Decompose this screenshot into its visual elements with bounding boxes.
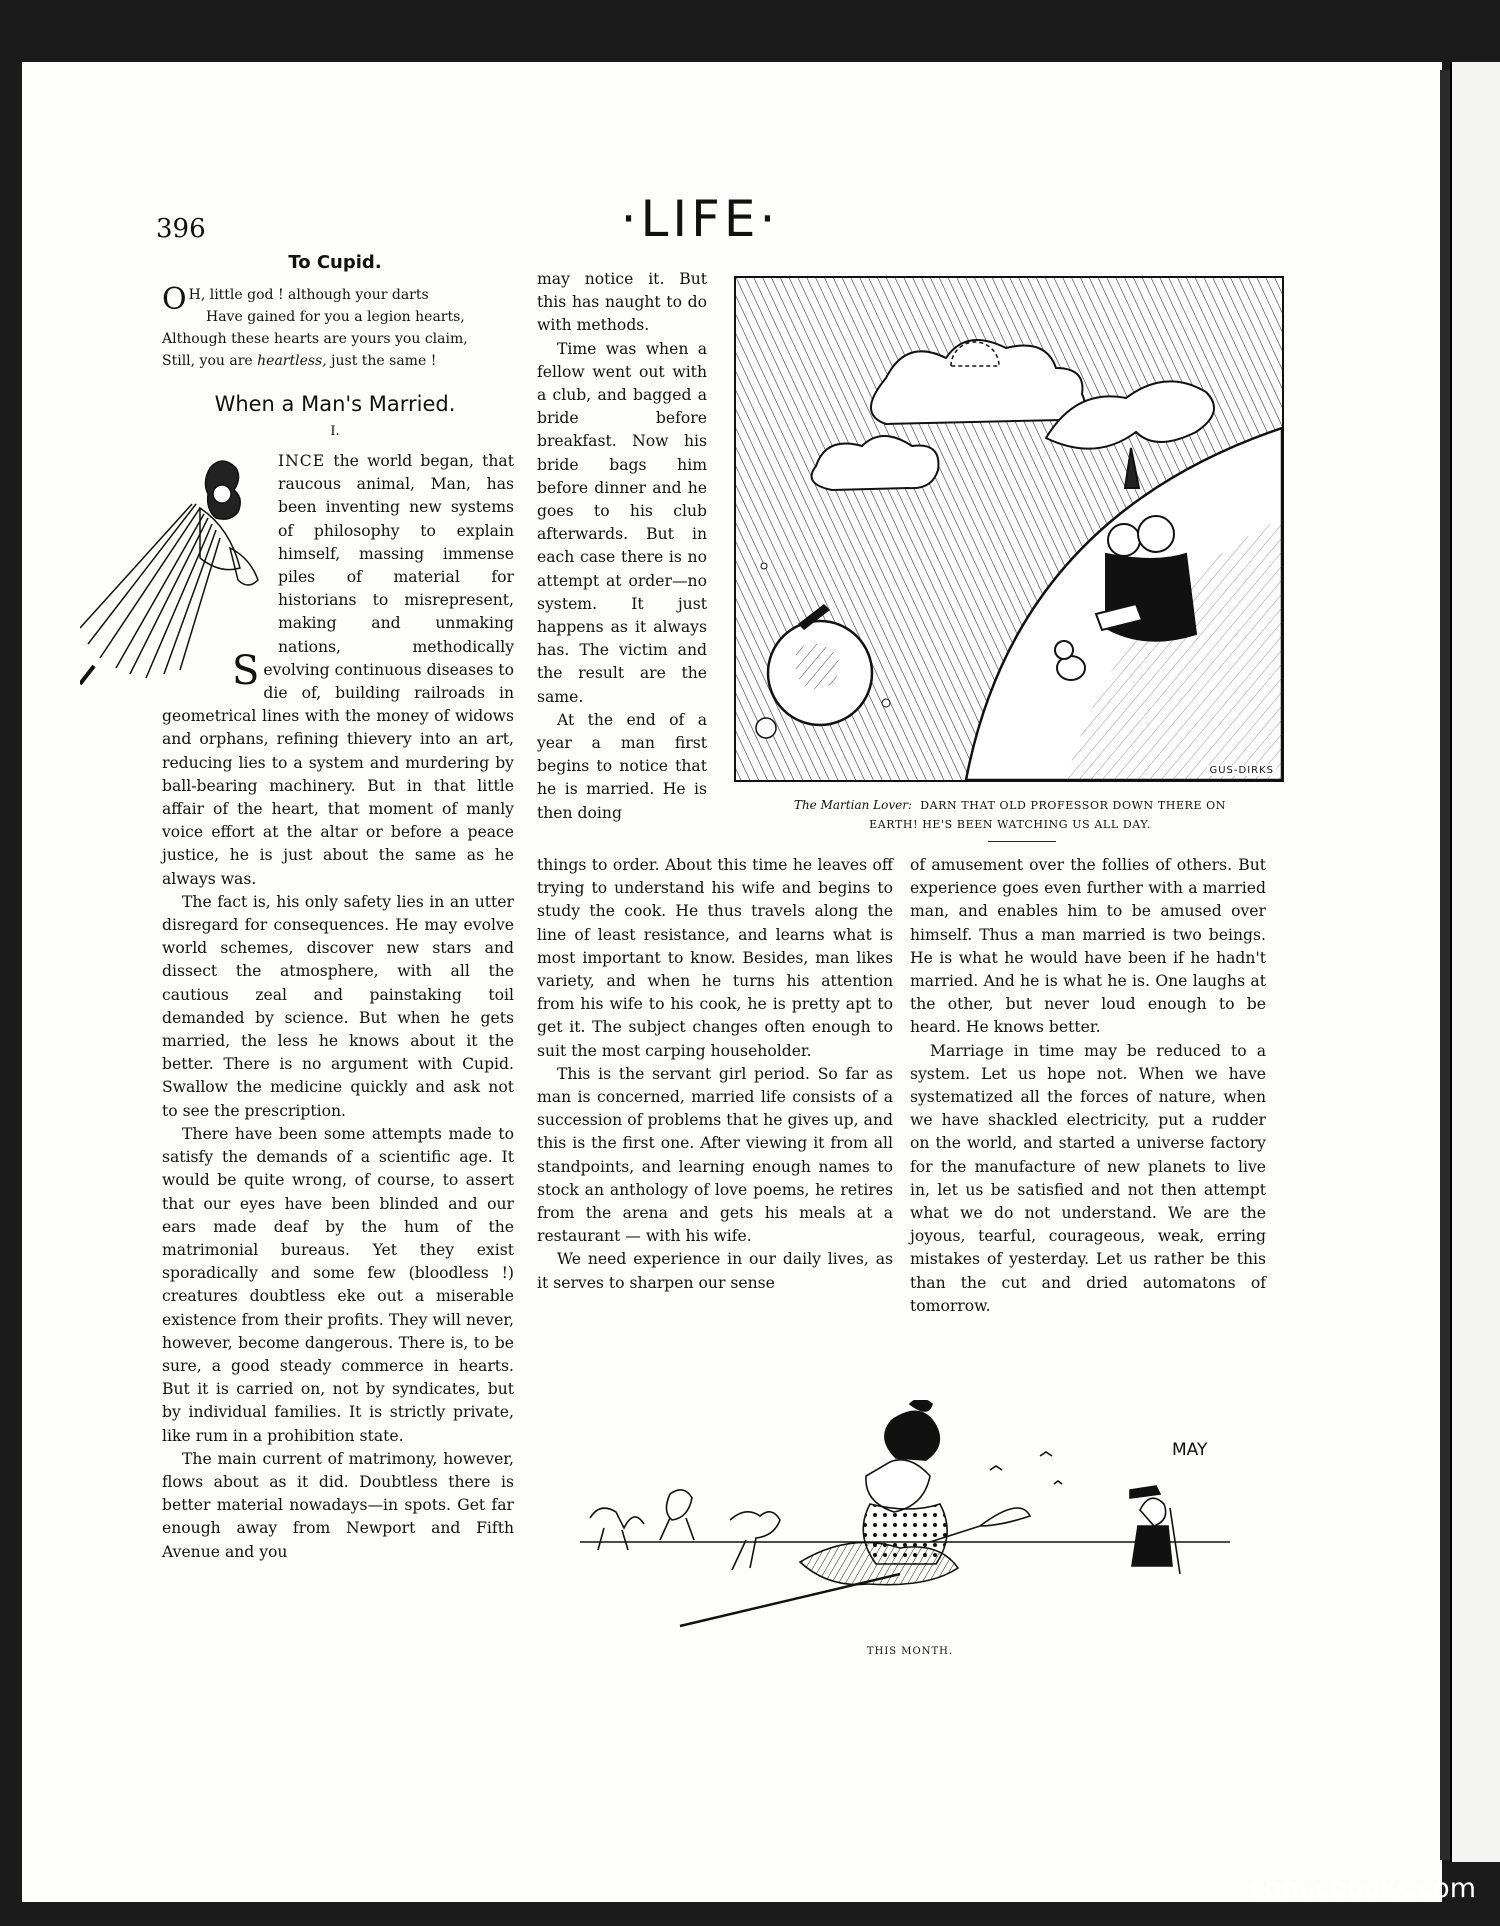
figure-wrap-spacer xyxy=(162,450,278,652)
caption-rule xyxy=(988,841,1056,842)
column-3-body xyxy=(910,854,1266,1318)
section-numeral: I. xyxy=(330,424,340,439)
paragraph: There have been some attempts made to satisfy the demands of a scientific age. It would be quite wrong, of course, to assert that our eyes have been blinded and our ears made deaf by the hum of the matrimonial bureaus. Yet they exist sporadically and some few (bloodless !) creatures doubtless eke out a miserable existence from their profits. They will never, however, become dangerous. There is, to be sure, a good steady commerce in hearts. But it is carried on, not by syndicates, but by individual families. It is strictly private, like rum in a prohibition state. xyxy=(162,1124,514,1445)
paragraph: S INCE the world began, that raucous animal, Man, has been inventing new systems of philosophy to explain himself, massing immense piles of material for historians to misrepresent, making and unmaking nations, methodically evolving continuous diseases to die of, building railroads in geometrical lines with the money of widows and orphans, refining thievery into an art, reducing lies to a system and murdering by ball-bearing machinery. But in that little affair of the heart, that moment of manly voice effort at the altar or before a peace justice, he is just about the same as he always was. xyxy=(162,452,514,888)
martian-lover-cartoon xyxy=(734,276,1284,782)
paragraph: things to order. About this time he leaves off trying to understand his wife and begins to study the cook. He thus travels along the line of least resistance, and learns what is most important to know. Besides, man likes variety, and when he turns his attention from his wife to his cook, he is pretty apt to get it. The subject changes often enough to suit the most carping householder. xyxy=(537,856,893,1060)
poem-line-2: Have gained for you a legion hearts, xyxy=(206,309,465,325)
page-binding-shadow xyxy=(1440,70,1450,1860)
adjacent-page-edge xyxy=(1450,62,1500,1862)
column-2-upper xyxy=(537,268,707,825)
poem-drop-cap: O xyxy=(162,282,187,317)
paragraph: Marriage in time may be reduced to a system. Let us hope not. When we have systematized all the forces of nature, when we have shackled electricity, put a rudder on the world, and started a universe factory for the manufacture of new planets to live in, let us be satisfied and not then attempt what we do not understand. We are the joyous, tearful, courageous, weak, erring mistakes of yesterday. Let us rather be this than the cut and dried automatons of tomorrow. xyxy=(910,1041,1266,1315)
paragraph: The main current of matrimony, however, flows about as it did. Doubtless there is better material nowadays—in spots. Get far enough away from Newport and Fifth Avenue and you xyxy=(162,1449,514,1561)
poem-body xyxy=(162,284,508,372)
paragraph: This is the servant girl period. So far as man is concerned, married life consists of a succession of problems that he gives up, and this is the first one. After viewing it from all standpoints, and learning enough names to stock an anthology of love poems, he retires from the arena and gets his meals at a restaurant — with his wife. xyxy=(537,1064,893,1246)
artist-signature: GUS-DIRKS xyxy=(1209,765,1274,776)
paragraph: The fact is, his only safety lies in an utter disregard for consequences. He may evolve world schemes, discover new stars and dissect the atmosphere, with all the cautious zeal and painstaking toil demanded by science. But when he gets married, the less he knows about it the better. There is no argument with Cupid. Swallow the medicine quickly and ask not to see the prescription. xyxy=(162,892,514,1120)
poem-line-4: Still, you are heartless, just the same ! xyxy=(162,353,437,369)
illustration-caption: THIS MONTH. xyxy=(866,1646,954,1657)
cartoon-caption xyxy=(770,796,1250,834)
paragraph: At the end of a year a man first begins to notice that he is married. He is then doing xyxy=(537,710,707,822)
poem-heading: To Cupid. xyxy=(288,252,382,273)
poem-line-1: O H, little god ! although your darts xyxy=(162,282,429,317)
cartoon-drawing xyxy=(736,278,1282,780)
article-title: When a Man's Married. xyxy=(214,392,456,416)
poem-line-3: Although these hearts are yours you claim, xyxy=(162,331,468,347)
figure-wrap-spacer-2 xyxy=(162,652,232,688)
masthead: ·LIFE· xyxy=(620,190,780,248)
poem-title xyxy=(162,252,508,273)
column-2-lower xyxy=(537,854,893,1295)
watermark: comicbooks.com xyxy=(1249,1873,1476,1904)
paragraph: may notice it. But this has naught to do with methods. xyxy=(537,270,707,335)
paragraph: of amusement over the follies of others. But experience goes even further with a married man, and enables him to be amused over himself. Thus a man married is two beings. He is what he would have been if he hadn't married. And he is what he is. One laughs at the other, but never loud enough to be heard. He knows better. xyxy=(910,856,1266,1037)
column-1-body xyxy=(162,450,514,1564)
this-month-illustration xyxy=(570,1400,1240,1640)
caption-text: DARN THAT OLD PROFESSOR DOWN THERE ON EARTH! HE'S BEEN WATCHING US ALL DAY. xyxy=(869,799,1227,831)
paragraph: We need experience in our daily lives, as it serves to sharpen our sense xyxy=(537,1250,893,1292)
paragraph: Time was when a fellow went out with a club, and bagged a bride before breakfast. Now his bride bags him before dinner and he goes to his club afterwards. But in each case there is no attempt at order—no system. It just happens as it always has. The victim and the result are the same. xyxy=(537,339,707,706)
page-number: 396 xyxy=(156,214,206,244)
caption-title: The Martian Lover: xyxy=(793,798,912,812)
month-label: MAY xyxy=(1172,1440,1208,1460)
drop-cap: S xyxy=(232,648,260,694)
